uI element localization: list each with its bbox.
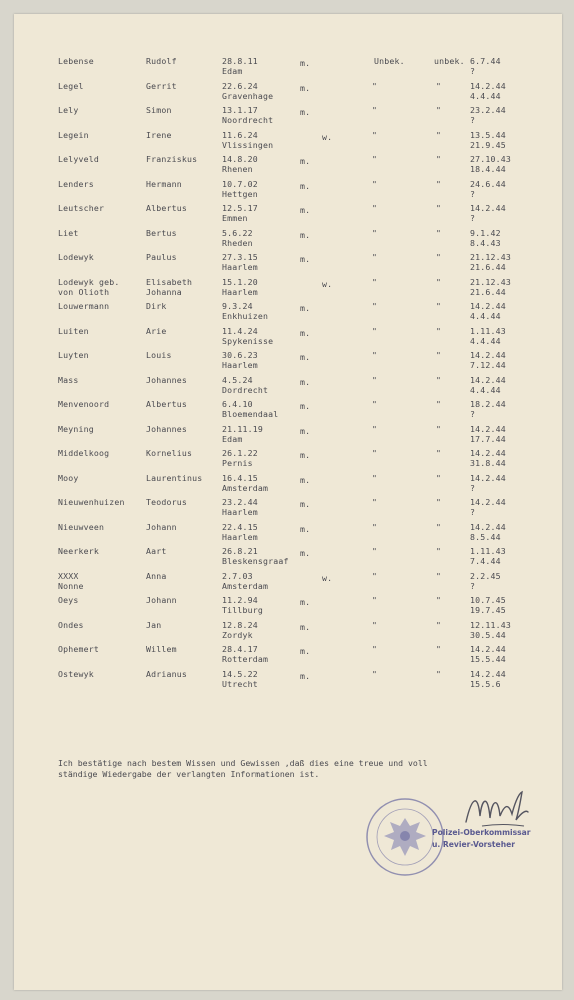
date-2: 8.4.43	[470, 237, 501, 248]
status-2: "	[436, 178, 442, 189]
birth-date: 28.8.11	[222, 56, 258, 66]
sex: m.	[300, 82, 311, 93]
status-2: "	[436, 374, 442, 385]
date-2: ?	[470, 213, 476, 223]
status-1: "	[372, 570, 378, 581]
sex: w.	[322, 131, 333, 142]
date-1: 18.2.44	[470, 399, 506, 409]
last-name: Ostewyk	[58, 668, 94, 679]
status-1: "	[372, 644, 378, 654]
first-name: Elisabeth	[146, 276, 193, 287]
status-1: "	[372, 497, 378, 507]
date-2: 30.5.44	[470, 629, 506, 640]
date-2: 15.5.6	[470, 678, 501, 689]
date-1: 14.2.44	[470, 350, 506, 360]
date-1: 24.6.44	[470, 178, 506, 189]
status-1: "	[372, 423, 378, 434]
birth-place: Haarlem	[222, 360, 258, 370]
birth-date: 23.2.44	[222, 497, 258, 507]
status-2: "	[436, 227, 442, 238]
birth-place: Edam	[222, 66, 243, 76]
date-1: 9.1.42	[470, 227, 501, 238]
birth-date: 6.4.10	[222, 399, 253, 409]
birth-date: 4.5.24	[222, 374, 253, 385]
birth-place: Dordrecht	[222, 384, 269, 395]
status-1: "	[372, 619, 378, 630]
date-1: 21.12.43	[470, 276, 512, 287]
birth-date: 12.5.17	[222, 203, 258, 213]
last-name: Ondes	[58, 619, 84, 630]
first-name: Bertus	[146, 227, 177, 238]
date-1: 14.2.44	[470, 521, 506, 532]
last-name: Lely	[58, 105, 79, 115]
date-1: 14.2.44	[470, 497, 506, 507]
status-2: "	[436, 350, 442, 360]
last-name: Oeys	[58, 595, 79, 605]
status-2: "	[436, 521, 442, 532]
status-2: "	[436, 252, 442, 262]
birth-date: 11.6.24	[222, 129, 258, 140]
date-2: ?	[470, 507, 476, 517]
last-name-cont: Nonne	[58, 580, 84, 591]
status-1: "	[372, 350, 378, 360]
date-1: 14.2.44	[470, 668, 506, 679]
sex: m.	[300, 523, 311, 534]
sex: m.	[300, 254, 311, 264]
status-2: "	[436, 276, 442, 287]
date-1: 1.11.43	[470, 546, 506, 556]
birth-place: Utrecht	[222, 678, 258, 689]
birth-date: 11.2.94	[222, 595, 258, 605]
first-name: Albertus	[146, 399, 188, 409]
first-name: Willem	[146, 644, 177, 654]
first-name: Louis	[146, 350, 172, 360]
first-name: Franziskus	[146, 154, 198, 164]
date-1: 2.2.45	[470, 570, 501, 581]
date-1: 14.2.44	[470, 203, 506, 213]
last-name: Nieuwenhuizen	[58, 497, 125, 507]
status-1: "	[372, 301, 378, 311]
first-name-cont: Johanna	[146, 286, 182, 297]
date-1: 10.7.45	[470, 595, 506, 605]
last-name: Luiten	[58, 325, 89, 336]
first-name: Laurentinus	[146, 472, 203, 483]
last-name: Menvenoord	[58, 399, 110, 409]
first-name: Arie	[146, 325, 167, 336]
first-name: Rudolf	[146, 56, 177, 66]
status-1: "	[372, 129, 378, 140]
date-2: 4.4.44	[470, 384, 501, 395]
status-2: unbek.	[434, 56, 465, 66]
first-name: Hermann	[146, 178, 182, 189]
date-2: 7.12.44	[470, 360, 506, 370]
date-2: 4.4.44	[470, 90, 501, 101]
birth-place: Enkhuizen	[222, 311, 269, 321]
sex: m.	[300, 401, 311, 411]
status-2: "	[436, 570, 442, 581]
birth-place: Emmen	[222, 213, 248, 223]
status-2: "	[436, 546, 442, 556]
status-2: "	[436, 423, 442, 434]
date-1: 1.11.43	[470, 325, 506, 336]
birth-place: Amsterdam	[222, 580, 269, 591]
status-2: "	[436, 129, 442, 140]
first-name: Johann	[146, 521, 177, 532]
sex: m.	[300, 474, 311, 485]
date-1: 12.11.43	[470, 619, 512, 630]
sex: m.	[300, 548, 311, 558]
status-2: "	[436, 595, 442, 605]
birth-place: Rheden	[222, 237, 253, 248]
birth-place: Hettgen	[222, 188, 258, 199]
birth-date: 10.7.02	[222, 178, 258, 189]
first-name: Johannes	[146, 423, 188, 434]
date-1: 14.2.44	[470, 423, 506, 434]
last-name: Liet	[58, 227, 79, 238]
sex: m.	[300, 425, 311, 436]
statement-line-1: Ich bestätige nach bestem Wissen und Gewissen ,daß dies eine treue und voll	[58, 758, 428, 768]
birth-date: 12.8.24	[222, 619, 258, 630]
birth-place: Bloemendaal	[222, 409, 279, 419]
date-1: 14.2.44	[470, 448, 506, 458]
date-1: 23.2.44	[470, 105, 506, 115]
sex: m.	[300, 597, 311, 607]
status-2: "	[436, 644, 442, 654]
date-2: 17.7.44	[470, 433, 506, 444]
status-1: "	[372, 227, 378, 238]
birth-place: Haarlem	[222, 507, 258, 517]
date-1: 27.10.43	[470, 154, 512, 164]
birth-place: Amsterdam	[222, 482, 269, 493]
status-1: "	[372, 546, 378, 556]
sex: m.	[300, 156, 311, 166]
sex: m.	[300, 646, 311, 656]
last-name: Mass	[58, 374, 79, 385]
last-name: Legein	[58, 129, 89, 140]
status-1: "	[372, 668, 378, 679]
last-name: Lodewyk	[58, 252, 94, 262]
status-1: "	[372, 472, 378, 483]
status-1: Unbek.	[374, 56, 405, 66]
last-name-cont: von Olioth	[58, 286, 110, 297]
birth-date: 14.5.22	[222, 668, 258, 679]
last-name: Meyning	[58, 423, 94, 434]
sex: w.	[322, 278, 333, 289]
birth-place: Zordyk	[222, 629, 253, 640]
status-2: "	[436, 325, 442, 336]
status-1: "	[372, 595, 378, 605]
first-name: Johann	[146, 595, 177, 605]
sex: m.	[300, 376, 311, 387]
last-name: Lenders	[58, 178, 94, 189]
sex: m.	[300, 180, 311, 191]
first-name: Adrianus	[146, 668, 188, 679]
first-name: Albertus	[146, 203, 188, 213]
statement-line-2: ständige Wiedergabe der verlangten Informationen ist.	[58, 769, 320, 779]
date-2: ?	[470, 409, 476, 419]
date-2: ?	[470, 580, 476, 591]
sex: m.	[300, 58, 311, 68]
status-2: "	[436, 301, 442, 311]
status-2: "	[436, 399, 442, 409]
last-name: Mooy	[58, 472, 79, 483]
birth-date: 22.4.15	[222, 521, 258, 532]
date-2: 18.4.44	[470, 164, 506, 174]
birth-place: Tillburg	[222, 605, 264, 615]
birth-date: 22.6.24	[222, 80, 258, 91]
sex: m.	[300, 205, 311, 215]
first-name: Gerrit	[146, 80, 177, 91]
date-2: ?	[470, 482, 476, 493]
birth-date: 13.1.17	[222, 105, 258, 115]
birth-place: Spykenisse	[222, 335, 274, 346]
date-2: 15.5.44	[470, 654, 506, 664]
last-name: Lebense	[58, 56, 94, 66]
date-1: 6.7.44	[470, 56, 501, 66]
sex: m.	[300, 621, 311, 632]
document-page	[14, 14, 562, 990]
birth-date: 27.3.15	[222, 252, 258, 262]
birth-date: 26.8.21	[222, 546, 258, 556]
date-2: ?	[470, 66, 476, 76]
birth-place: Rotterdam	[222, 654, 269, 664]
status-1: "	[372, 203, 378, 213]
sex: m.	[300, 229, 311, 240]
birth-date: 16.4.15	[222, 472, 258, 483]
first-name: Aart	[146, 546, 167, 556]
birth-place: Rhenen	[222, 164, 253, 174]
date-1: 14.2.44	[470, 374, 506, 385]
birth-date: 9.3.24	[222, 301, 253, 311]
sex: m.	[300, 352, 311, 362]
birth-place: Edam	[222, 433, 243, 444]
stamp-line-2: u. Revier-Vorsteher	[432, 840, 516, 849]
status-2: "	[436, 203, 442, 213]
first-name: Jan	[146, 619, 162, 630]
status-1: "	[372, 105, 378, 115]
status-1: "	[372, 154, 378, 164]
first-name: Irene	[146, 129, 172, 140]
sex: m.	[300, 107, 311, 117]
status-2: "	[436, 668, 442, 679]
date-2: ?	[470, 188, 476, 199]
date-2: 7.4.44	[470, 556, 501, 566]
sex: m.	[300, 499, 311, 509]
birth-date: 28.4.17	[222, 644, 258, 654]
first-name: Simon	[146, 105, 172, 115]
last-name: Ophemert	[58, 644, 100, 654]
certification-statement	[58, 758, 528, 780]
birth-date: 21.11.19	[222, 423, 264, 434]
register-row	[14, 669, 562, 697]
status-1: "	[372, 325, 378, 336]
date-2: 21.6.44	[470, 262, 506, 272]
birth-place: Gravenhage	[222, 90, 274, 101]
status-1: "	[372, 178, 378, 189]
date-2: ?	[470, 115, 476, 125]
first-name: Kornelius	[146, 448, 193, 458]
status-2: "	[436, 105, 442, 115]
sex: m.	[300, 670, 311, 681]
date-1: 21.12.43	[470, 252, 512, 262]
birth-place: Haarlem	[222, 286, 258, 297]
date-2: 19.7.45	[470, 605, 506, 615]
first-name: Teodorus	[146, 497, 188, 507]
last-name: Louwermann	[58, 301, 110, 311]
date-2: 31.8.44	[470, 458, 506, 468]
date-1: 14.2.44	[470, 80, 506, 91]
status-1: "	[372, 448, 378, 458]
birth-place: Haarlem	[222, 262, 258, 272]
date-2: 4.4.44	[470, 311, 501, 321]
date-1: 14.2.44	[470, 301, 506, 311]
birth-place: Noordrecht	[222, 115, 274, 125]
birth-place: Haarlem	[222, 531, 258, 542]
last-name: XXXX	[58, 570, 79, 581]
date-2: 21.6.44	[470, 286, 506, 297]
last-name: Middelkoog	[58, 448, 110, 458]
status-1: "	[372, 276, 378, 287]
signature-mark	[462, 786, 532, 836]
date-1: 13.5.44	[470, 129, 506, 140]
status-1: "	[372, 374, 378, 385]
date-1: 14.2.44	[470, 644, 506, 654]
last-name: Legel	[58, 80, 84, 91]
birth-date: 26.1.22	[222, 448, 258, 458]
birth-date: 2.7.03	[222, 570, 253, 581]
status-2: "	[436, 448, 442, 458]
status-2: "	[436, 497, 442, 507]
last-name: Leutscher	[58, 203, 105, 213]
status-1: "	[372, 521, 378, 532]
birth-place: Pernis	[222, 458, 253, 468]
birth-place: Vlissingen	[222, 139, 274, 150]
status-2: "	[436, 472, 442, 483]
status-2: "	[436, 80, 442, 91]
date-2: 21.9.45	[470, 139, 506, 150]
first-name: Dirk	[146, 301, 167, 311]
birth-date: 5.6.22	[222, 227, 253, 238]
last-name: Luyten	[58, 350, 89, 360]
sex: m.	[300, 327, 311, 338]
date-1: 14.2.44	[470, 472, 506, 483]
first-name: Anna	[146, 570, 167, 581]
last-name: Lodewyk geb.	[58, 276, 120, 287]
birth-place: Bleskensgraaf	[222, 556, 289, 566]
stamp-line-1: Polizei-Oberkommissar	[432, 828, 531, 837]
birth-date: 15.1.20	[222, 276, 258, 287]
birth-date: 14.8.20	[222, 154, 258, 164]
birth-date: 11.4.24	[222, 325, 258, 336]
status-2: "	[436, 154, 442, 164]
date-2: 8.5.44	[470, 531, 501, 542]
status-1: "	[372, 399, 378, 409]
status-1: "	[372, 252, 378, 262]
birth-date: 30.6.23	[222, 350, 258, 360]
first-name: Paulus	[146, 252, 177, 262]
first-name: Johannes	[146, 374, 188, 385]
sex: m.	[300, 450, 311, 460]
last-name: Neerkerk	[58, 546, 100, 556]
sex: w.	[322, 572, 333, 583]
date-2: 4.4.44	[470, 335, 501, 346]
last-name: Lelyveld	[58, 154, 100, 164]
last-name: Nieuwveen	[58, 521, 105, 532]
sex: m.	[300, 303, 311, 313]
status-2: "	[436, 619, 442, 630]
status-1: "	[372, 80, 378, 91]
official-seal-icon	[360, 792, 450, 882]
